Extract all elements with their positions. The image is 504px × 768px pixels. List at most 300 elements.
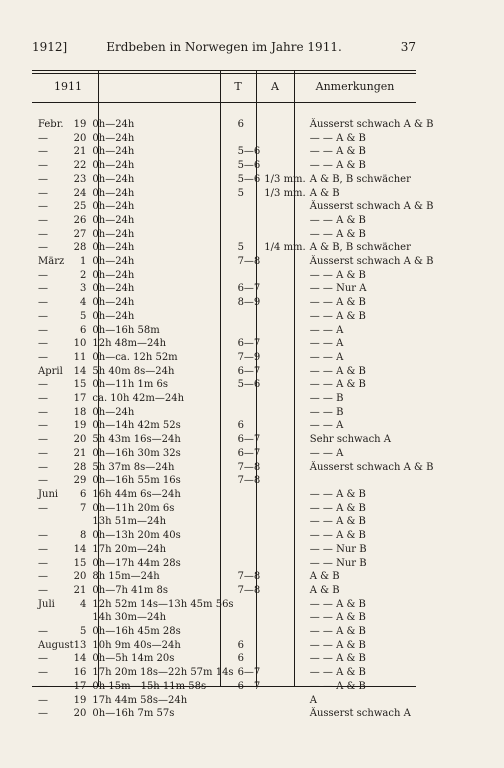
notes-cell: — — A & B xyxy=(309,516,366,528)
day-cell: 16 xyxy=(73,667,87,679)
amplitude-cell xyxy=(260,228,305,242)
notes-cell: — — A & B xyxy=(309,310,366,322)
notes-cell: — — A & B xyxy=(309,488,366,500)
notes-cell: — — B xyxy=(309,393,344,405)
time-cell: ca. 10h 42m—24h xyxy=(92,393,185,405)
day-cell: 15 xyxy=(73,379,87,391)
amplitude-cell xyxy=(260,570,305,584)
time-cell: 0h—16h 55m 16s xyxy=(92,475,181,487)
month-cell xyxy=(32,611,74,625)
column-header-year: 1911 xyxy=(54,80,82,93)
notes-cell: — — A xyxy=(309,324,344,336)
day-cell: 23 xyxy=(73,173,87,185)
day-cell: 22 xyxy=(73,160,87,172)
table-row xyxy=(32,570,433,584)
intensity-cell: 5—6 xyxy=(237,146,261,158)
amplitude-cell xyxy=(260,392,305,406)
table-row xyxy=(32,365,433,379)
table-row xyxy=(32,296,433,310)
table-row xyxy=(32,310,433,324)
intensity-cell: 6 xyxy=(237,420,244,432)
notes-cell: — — A & B xyxy=(309,502,366,514)
notes-cell: — — A & B xyxy=(309,530,366,542)
table-row xyxy=(32,694,433,708)
time-cell: 0h—24h xyxy=(92,228,135,240)
time-cell: 0h—24h xyxy=(92,269,135,281)
day-cell: 7 xyxy=(80,502,87,514)
month-cell: — xyxy=(38,338,48,350)
day-cell: 24 xyxy=(73,187,87,199)
intensity-cell xyxy=(234,502,261,516)
table-row xyxy=(32,625,433,639)
intensity-cell: 5—6 xyxy=(237,379,261,391)
time-cell: 0h 15m—15h 11m 58s xyxy=(92,680,207,692)
amplitude-cell: 1/3 mm. xyxy=(264,187,306,199)
month-cell: — xyxy=(38,571,48,583)
time-cell: 0h—16h 45m 28s xyxy=(92,626,181,638)
amplitude-cell xyxy=(260,639,305,653)
amplitude-cell xyxy=(260,461,305,475)
table-row xyxy=(32,241,433,255)
intensity-cell: 7—8 xyxy=(237,256,261,268)
amplitude-cell xyxy=(260,529,305,543)
notes-cell: — — A & B xyxy=(309,297,366,309)
column-header-t: T xyxy=(234,80,242,93)
amplitude-cell xyxy=(260,118,305,132)
month-cell: — xyxy=(38,406,48,418)
intensity-cell: 6—7 xyxy=(237,680,261,692)
table-row xyxy=(32,447,433,461)
time-cell: 5h 43m 16s—24h xyxy=(92,434,181,446)
time-cell: 0h—16h 30m 32s xyxy=(92,447,181,459)
intensity-cell: 6 xyxy=(237,119,244,130)
time-cell: 0h—14h 42m 52s xyxy=(92,420,181,432)
table-row xyxy=(32,132,433,146)
notes-cell: — — A & B xyxy=(309,269,366,281)
intensity-cell: 7—9 xyxy=(237,351,261,363)
notes-cell: — — A xyxy=(309,338,344,350)
intensity-cell: 7—8 xyxy=(237,461,261,473)
day-cell: 17 xyxy=(73,393,87,405)
time-cell: 13h 51m—24h xyxy=(92,516,167,528)
day-cell: 11 xyxy=(73,351,87,363)
time-cell: 12h 48m—24h xyxy=(92,338,167,350)
month-cell: August xyxy=(38,639,74,651)
table-row xyxy=(32,666,433,680)
amplitude-cell xyxy=(260,680,305,694)
intensity-cell xyxy=(234,324,261,338)
table-row xyxy=(32,611,433,625)
month-cell: — xyxy=(38,297,48,309)
intensity-cell xyxy=(234,214,261,228)
day-cell: 4 xyxy=(80,598,87,610)
amplitude-cell xyxy=(260,515,305,529)
month-cell: — xyxy=(38,283,48,295)
day-cell: 20 xyxy=(73,571,87,583)
amplitude-cell xyxy=(260,324,305,338)
amplitude-cell xyxy=(260,598,305,612)
amplitude-cell xyxy=(260,543,305,557)
amplitude-cell xyxy=(260,269,305,283)
intensity-cell: 6 xyxy=(237,639,244,651)
intensity-cell xyxy=(234,132,261,146)
day-cell: 6 xyxy=(80,488,87,500)
day-cell: 27 xyxy=(73,228,87,240)
day-cell: 14 xyxy=(73,365,87,377)
intensity-cell xyxy=(234,707,261,721)
time-cell: 16h 44m 6s—24h xyxy=(92,488,181,500)
amplitude-cell xyxy=(260,132,305,146)
intensity-cell: 6—7 xyxy=(237,667,261,679)
notes-cell: — — B xyxy=(309,406,344,418)
month-cell: — xyxy=(38,694,48,706)
header-title: Erdbeben in Norwegen im Jahre 1911. xyxy=(106,40,342,54)
time-cell: 12h 52m 14s—13h 45m 56s xyxy=(92,598,234,610)
month-cell: — xyxy=(38,626,48,638)
notes-cell: Äusserst schwach A & B xyxy=(309,201,434,213)
month-cell: — xyxy=(38,324,48,336)
time-cell: 10h 9m 40s—24h xyxy=(92,639,181,651)
table-row xyxy=(32,269,433,283)
intensity-cell: 6 xyxy=(237,653,244,665)
day-cell: 2 xyxy=(80,269,87,281)
day-cell: 21 xyxy=(73,447,87,459)
table-row xyxy=(32,228,433,242)
intensity-cell xyxy=(234,310,261,324)
intensity-cell: 6—7 xyxy=(237,338,261,350)
intensity-cell: 5 xyxy=(237,187,244,199)
intensity-cell xyxy=(234,529,261,543)
time-cell: 0h—ca. 12h 52m xyxy=(92,351,178,363)
month-cell xyxy=(32,515,74,529)
intensity-cell: 6—7 xyxy=(237,434,261,446)
notes-cell: — — A xyxy=(309,420,344,432)
amplitude-cell xyxy=(260,214,305,228)
month-cell: — xyxy=(38,543,48,555)
amplitude-cell xyxy=(260,447,305,461)
intensity-cell xyxy=(234,694,261,708)
notes-cell: — — A & B xyxy=(309,160,366,172)
month-cell: — xyxy=(38,146,48,158)
day-cell: 29 xyxy=(73,475,87,487)
time-cell: 0h—5h 14m 20s xyxy=(92,653,175,665)
notes-cell: A & B, B schwächer xyxy=(309,242,411,254)
amplitude-cell xyxy=(260,296,305,310)
amplitude-cell xyxy=(260,694,305,708)
amplitude-cell xyxy=(260,378,305,392)
amplitude-cell xyxy=(260,145,305,159)
notes-cell: — — Nur B xyxy=(309,543,367,555)
notes-cell: — — A & B xyxy=(309,598,366,610)
time-cell: 17h 44m 58s—24h xyxy=(92,694,188,706)
page-number: 37 xyxy=(400,40,416,54)
month-cell: — xyxy=(38,242,48,254)
time-cell: 0h—24h xyxy=(92,256,135,268)
day-cell: 18 xyxy=(73,406,87,418)
intensity-cell: 7—8 xyxy=(237,584,261,596)
time-cell: 0h—24h xyxy=(92,283,135,295)
month-cell: — xyxy=(38,667,48,679)
table-row xyxy=(32,378,433,392)
intensity-cell: 8—9 xyxy=(237,297,261,309)
header-year: 1912] xyxy=(32,40,68,54)
time-cell: 0h—24h xyxy=(92,214,135,226)
notes-cell: — — Nur A xyxy=(309,283,367,295)
notes-cell: — — A & B xyxy=(309,365,366,377)
intensity-cell xyxy=(234,392,261,406)
time-cell: 0h—7h 41m 8s xyxy=(92,584,169,596)
day-cell: 25 xyxy=(73,201,87,213)
time-cell: 0h—24h xyxy=(92,406,135,418)
intensity-cell xyxy=(234,543,261,557)
table-row xyxy=(32,255,433,269)
day-cell: 21 xyxy=(73,146,87,158)
month-cell: — xyxy=(38,447,48,459)
amplitude-cell xyxy=(260,255,305,269)
amplitude-cell xyxy=(260,365,305,379)
table-row xyxy=(32,351,433,365)
time-cell: 0h—17h 44m 28s xyxy=(92,557,181,569)
intensity-cell xyxy=(234,515,261,529)
table-row xyxy=(32,598,433,612)
month-cell: — xyxy=(38,420,48,432)
notes-cell: — — A xyxy=(309,351,344,363)
intensity-cell: 6—7 xyxy=(237,365,261,377)
table-row xyxy=(32,680,433,694)
amplitude-cell xyxy=(260,625,305,639)
amplitude-cell xyxy=(260,488,305,502)
day-cell: 20 xyxy=(73,708,87,720)
intensity-cell xyxy=(234,228,261,242)
time-cell: 0h—24h xyxy=(92,132,135,144)
intensity-cell xyxy=(234,406,261,420)
time-cell: 0h—11h 20m 6s xyxy=(92,502,175,514)
month-cell: — xyxy=(38,132,48,144)
time-cell: 5h 40m 8s—24h xyxy=(92,365,175,377)
intensity-cell: 7—8 xyxy=(237,571,261,583)
day-cell: 20 xyxy=(73,132,87,144)
table-top-rule xyxy=(32,70,416,71)
amplitude-cell xyxy=(260,652,305,666)
month-cell: Febr. xyxy=(38,119,64,130)
notes-cell: — — A & B xyxy=(309,667,366,679)
day-cell: 10 xyxy=(73,338,87,350)
table-row xyxy=(32,433,433,447)
amplitude-cell xyxy=(260,584,305,598)
notes-cell: A xyxy=(309,694,317,706)
month-cell: — xyxy=(38,173,48,185)
time-cell: 0h—24h xyxy=(92,201,135,213)
intensity-cell xyxy=(234,557,261,571)
day-cell: 14 xyxy=(73,543,87,555)
notes-cell: — — A & B xyxy=(309,612,366,624)
amplitude-cell xyxy=(260,282,305,296)
intensity-cell: 5—6 xyxy=(237,173,261,185)
day-cell: 26 xyxy=(73,214,87,226)
month-cell: — xyxy=(38,434,48,446)
time-cell: 0h—24h xyxy=(92,173,135,185)
month-cell: — xyxy=(38,393,48,405)
month-cell: — xyxy=(38,269,48,281)
amplitude-cell xyxy=(260,502,305,516)
day-cell: 17 xyxy=(73,680,87,692)
amplitude-cell xyxy=(260,707,305,721)
amplitude-cell xyxy=(260,433,305,447)
month-cell: — xyxy=(38,351,48,363)
month-cell: — xyxy=(38,653,48,665)
day-cell: 5 xyxy=(80,310,87,322)
day-cell: 15 xyxy=(73,557,87,569)
notes-cell: — — A & B xyxy=(309,639,366,651)
running-header xyxy=(32,40,416,58)
notes-cell: Äusserst schwach A & B xyxy=(309,119,434,130)
amplitude-cell xyxy=(260,611,305,625)
table-row xyxy=(32,652,433,666)
time-cell: 14h 30m—24h xyxy=(92,612,167,624)
day-cell: 28 xyxy=(73,242,87,254)
amplitude-cell: 1/4 mm. xyxy=(264,242,306,254)
month-cell: Juli xyxy=(38,598,55,610)
table-row xyxy=(32,529,433,543)
table-row xyxy=(32,159,433,173)
day-cell: 6 xyxy=(80,324,87,336)
amplitude-cell xyxy=(260,351,305,365)
month-cell: — xyxy=(38,461,48,473)
day-cell: 28 xyxy=(73,461,87,473)
day-cell: 4 xyxy=(80,297,87,309)
table-row xyxy=(32,282,433,296)
table-row xyxy=(32,392,433,406)
time-cell: 8h 15m—24h xyxy=(92,571,160,583)
day-cell: 19 xyxy=(73,420,87,432)
time-cell: 5h 37m 8s—24h xyxy=(92,461,175,473)
amplitude-cell xyxy=(260,310,305,324)
table-row xyxy=(32,145,433,159)
amplitude-cell xyxy=(260,406,305,420)
notes-cell: Sehr schwach A xyxy=(309,434,392,446)
notes-cell: Äusserst schwach A xyxy=(309,708,411,720)
month-cell: — xyxy=(38,201,48,213)
table-top-rule-inner xyxy=(32,73,416,74)
month-cell: — xyxy=(38,502,48,514)
time-cell: 0h—11h 1m 6s xyxy=(92,379,169,391)
table-row xyxy=(32,461,433,475)
amplitude-cell xyxy=(260,337,305,351)
column-header-a: A xyxy=(271,80,279,93)
month-cell: — xyxy=(38,708,48,720)
amplitude-cell xyxy=(260,419,305,433)
month-cell: — xyxy=(38,228,48,240)
table-row xyxy=(32,200,433,214)
notes-cell: — — A & B xyxy=(309,214,366,226)
notes-cell: A & B xyxy=(309,584,340,596)
day-cell xyxy=(74,611,89,625)
amplitude-cell: 1/3 mm. xyxy=(264,173,306,185)
intensity-cell xyxy=(234,269,261,283)
month-cell: — xyxy=(38,475,48,487)
table-row xyxy=(32,502,433,516)
notes-cell: — — A & B xyxy=(309,379,366,391)
month-cell: März xyxy=(38,256,65,268)
notes-cell xyxy=(306,474,434,488)
month-cell: — xyxy=(38,584,48,596)
time-cell: 0h—24h xyxy=(92,297,135,309)
amplitude-cell xyxy=(260,200,305,214)
day-cell: 1 xyxy=(80,256,87,268)
day-cell: 19 xyxy=(73,694,87,706)
day-cell: 14 xyxy=(73,653,87,665)
time-cell: 17h 20m 18s—22h 57m 14s xyxy=(92,667,234,679)
intensity-cell: 6—7 xyxy=(237,447,261,459)
day-cell: 3 xyxy=(80,283,87,295)
intensity-cell xyxy=(234,611,261,625)
time-cell: 0h—16h 58m xyxy=(92,324,160,336)
table-row xyxy=(32,584,433,598)
month-cell: Juni xyxy=(38,488,59,500)
time-cell: 0h—24h xyxy=(92,310,135,322)
day-cell: 5 xyxy=(80,626,87,638)
day-cell: 13 xyxy=(73,639,87,651)
month-cell: — xyxy=(38,187,48,199)
month-cell: — xyxy=(38,379,48,391)
table-row xyxy=(32,419,433,433)
notes-cell: — — A & B xyxy=(309,132,366,144)
notes-cell: A & B xyxy=(309,187,340,199)
month-cell: — xyxy=(38,557,48,569)
time-cell: 0h—13h 20m 40s xyxy=(92,530,181,542)
header-separator-rule xyxy=(32,102,416,103)
intensity-cell: 5 xyxy=(237,242,244,254)
table-row xyxy=(32,324,433,338)
notes-cell: — — A & B xyxy=(309,680,366,692)
amplitude-cell xyxy=(260,159,305,173)
month-cell: — xyxy=(38,160,48,172)
month-cell: April xyxy=(38,365,63,377)
intensity-cell xyxy=(234,625,261,639)
notes-cell: Äusserst schwach A & B xyxy=(309,461,434,473)
notes-cell: — — A & B xyxy=(309,626,366,638)
column-header-notes: Anmerkungen xyxy=(315,80,395,93)
notes-cell: A & B, B schwächer xyxy=(309,173,411,185)
day-cell: 8 xyxy=(80,530,87,542)
notes-cell: — — A xyxy=(309,447,344,459)
table-row xyxy=(32,406,433,420)
table-row xyxy=(32,707,433,721)
month-cell: — xyxy=(38,214,48,226)
table-row xyxy=(32,173,433,187)
notes-cell: — — A & B xyxy=(309,653,366,665)
notes-cell: — — Nur B xyxy=(309,557,367,569)
notes-cell: — — A & B xyxy=(309,228,366,240)
time-cell: 0h—24h xyxy=(92,146,135,158)
day-cell: 19 xyxy=(73,119,87,130)
earthquake-table xyxy=(32,118,433,721)
intensity-cell: 5—6 xyxy=(237,160,261,172)
month-cell: — xyxy=(38,530,48,542)
table-row xyxy=(32,639,433,653)
table-row xyxy=(32,557,433,571)
notes-cell: Äusserst schwach A & B xyxy=(309,256,434,268)
table-row xyxy=(32,118,433,132)
day-cell: 21 xyxy=(73,584,87,596)
table-row xyxy=(32,515,433,529)
amplitude-cell xyxy=(260,557,305,571)
table-row xyxy=(32,214,433,228)
intensity-cell xyxy=(234,488,261,502)
time-cell: 0h—24h xyxy=(92,160,135,172)
table-row xyxy=(32,543,433,557)
time-cell: 0h—24h xyxy=(92,119,135,130)
